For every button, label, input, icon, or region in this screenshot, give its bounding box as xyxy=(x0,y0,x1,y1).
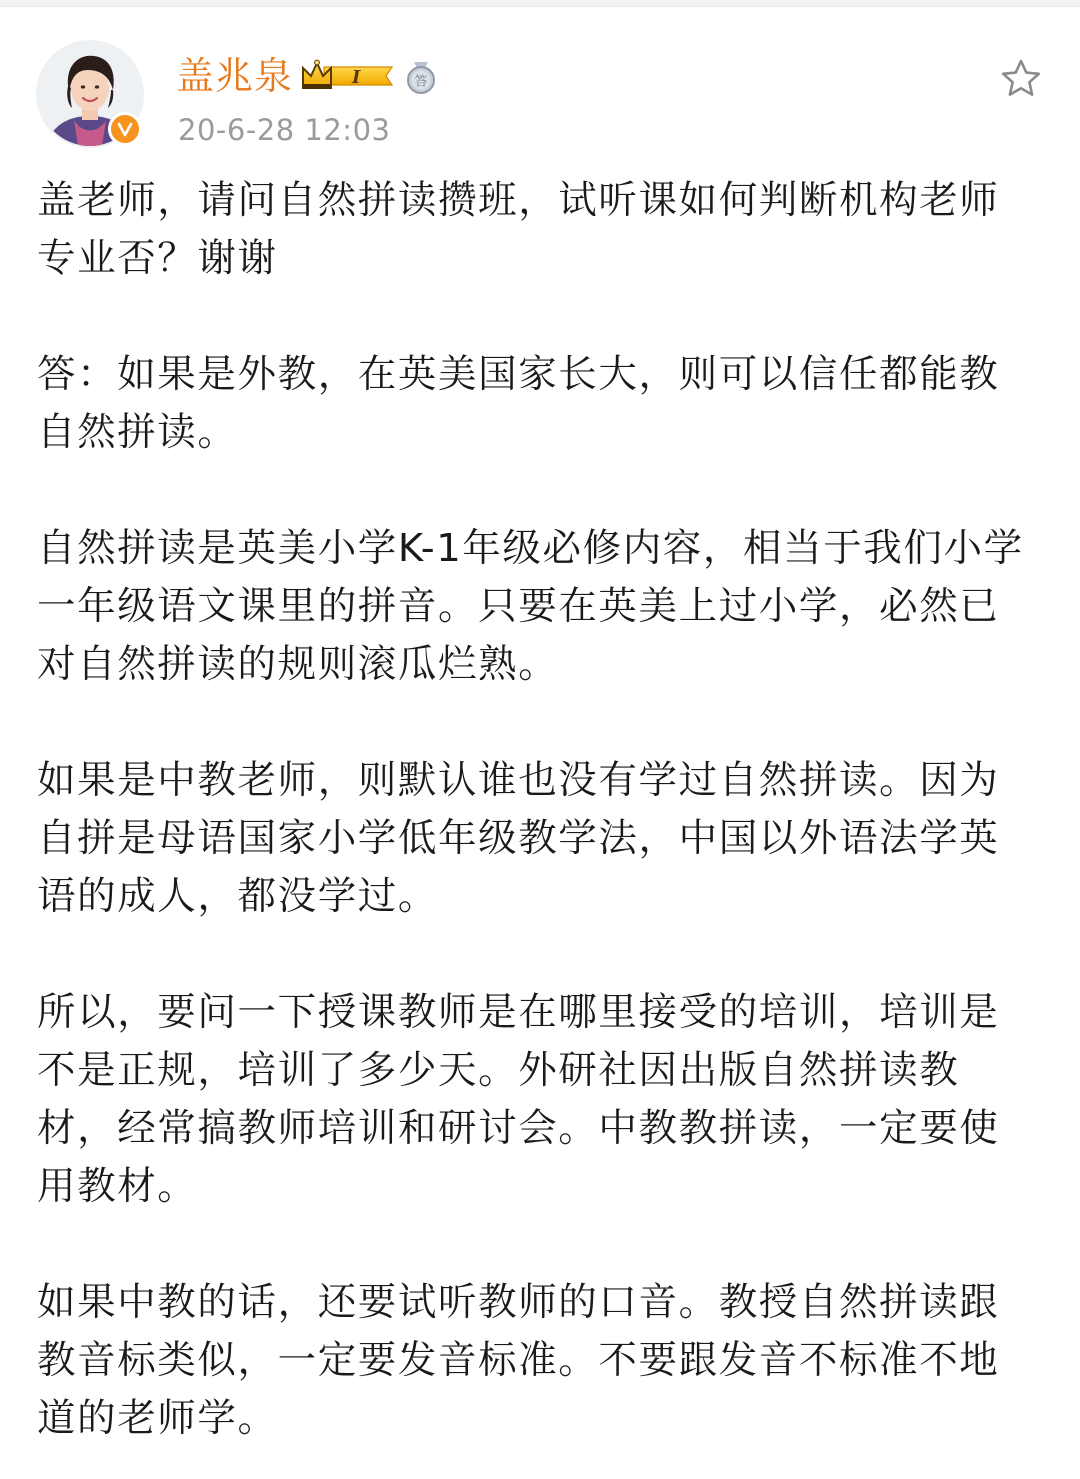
post-content xyxy=(37,172,1027,1448)
crown-vip-icon[interactable] xyxy=(300,58,398,94)
post-paragraph: 如果是中教老师，则默认谁也没有学过自然拼读。因为自拼是母语国家小学低年级教学法，中国以外语法学英语的成人，都没学过。 xyxy=(37,758,1000,919)
star-icon xyxy=(999,57,1043,101)
post-paragraph: 如果中教的话，还要试听教师的口音。教授自然拼读跟教音标类似，一定要发音标准。不要跟发音不标准不地道的老师学。 xyxy=(37,1280,1000,1441)
vip-level-text: I xyxy=(352,67,361,88)
author-avatar-wrapper[interactable] xyxy=(36,40,144,148)
answer-medal-icon[interactable] xyxy=(404,60,438,94)
post-paragraph: 自然拼读是英美小学K-1年级必修内容，相当于我们小学一年级语文课里的拼音。只要在英美上过小学，必然已对自然拼读的规则滚瓜烂熟。 xyxy=(37,526,1024,687)
top-divider xyxy=(0,0,1080,7)
medal-glyph: 答 xyxy=(414,74,428,90)
author-name[interactable]: 盖兆泉 xyxy=(176,54,294,98)
post-timestamp: 20-6-28 12:03 xyxy=(178,113,391,147)
post-paragraph-answer: 答：如果是外教，在英美国家长大，则可以信任都能教自然拼读。 xyxy=(37,352,1000,455)
post-paragraph: 所以，要问一下授课教师是在哪里接受的培训，培训是不是正规，培训了多少天。外研社因出版自然拼读教材，经常搞教师培训和研讨会。中教教拼读，一定要使用教材。 xyxy=(37,990,1000,1209)
post-paragraph-question: 盖老师，请问自然拼读攒班，试听课如何判断机构老师专业否？谢谢 xyxy=(37,178,1000,281)
verified-badge-icon xyxy=(108,112,142,146)
favorite-button[interactable] xyxy=(996,54,1046,104)
